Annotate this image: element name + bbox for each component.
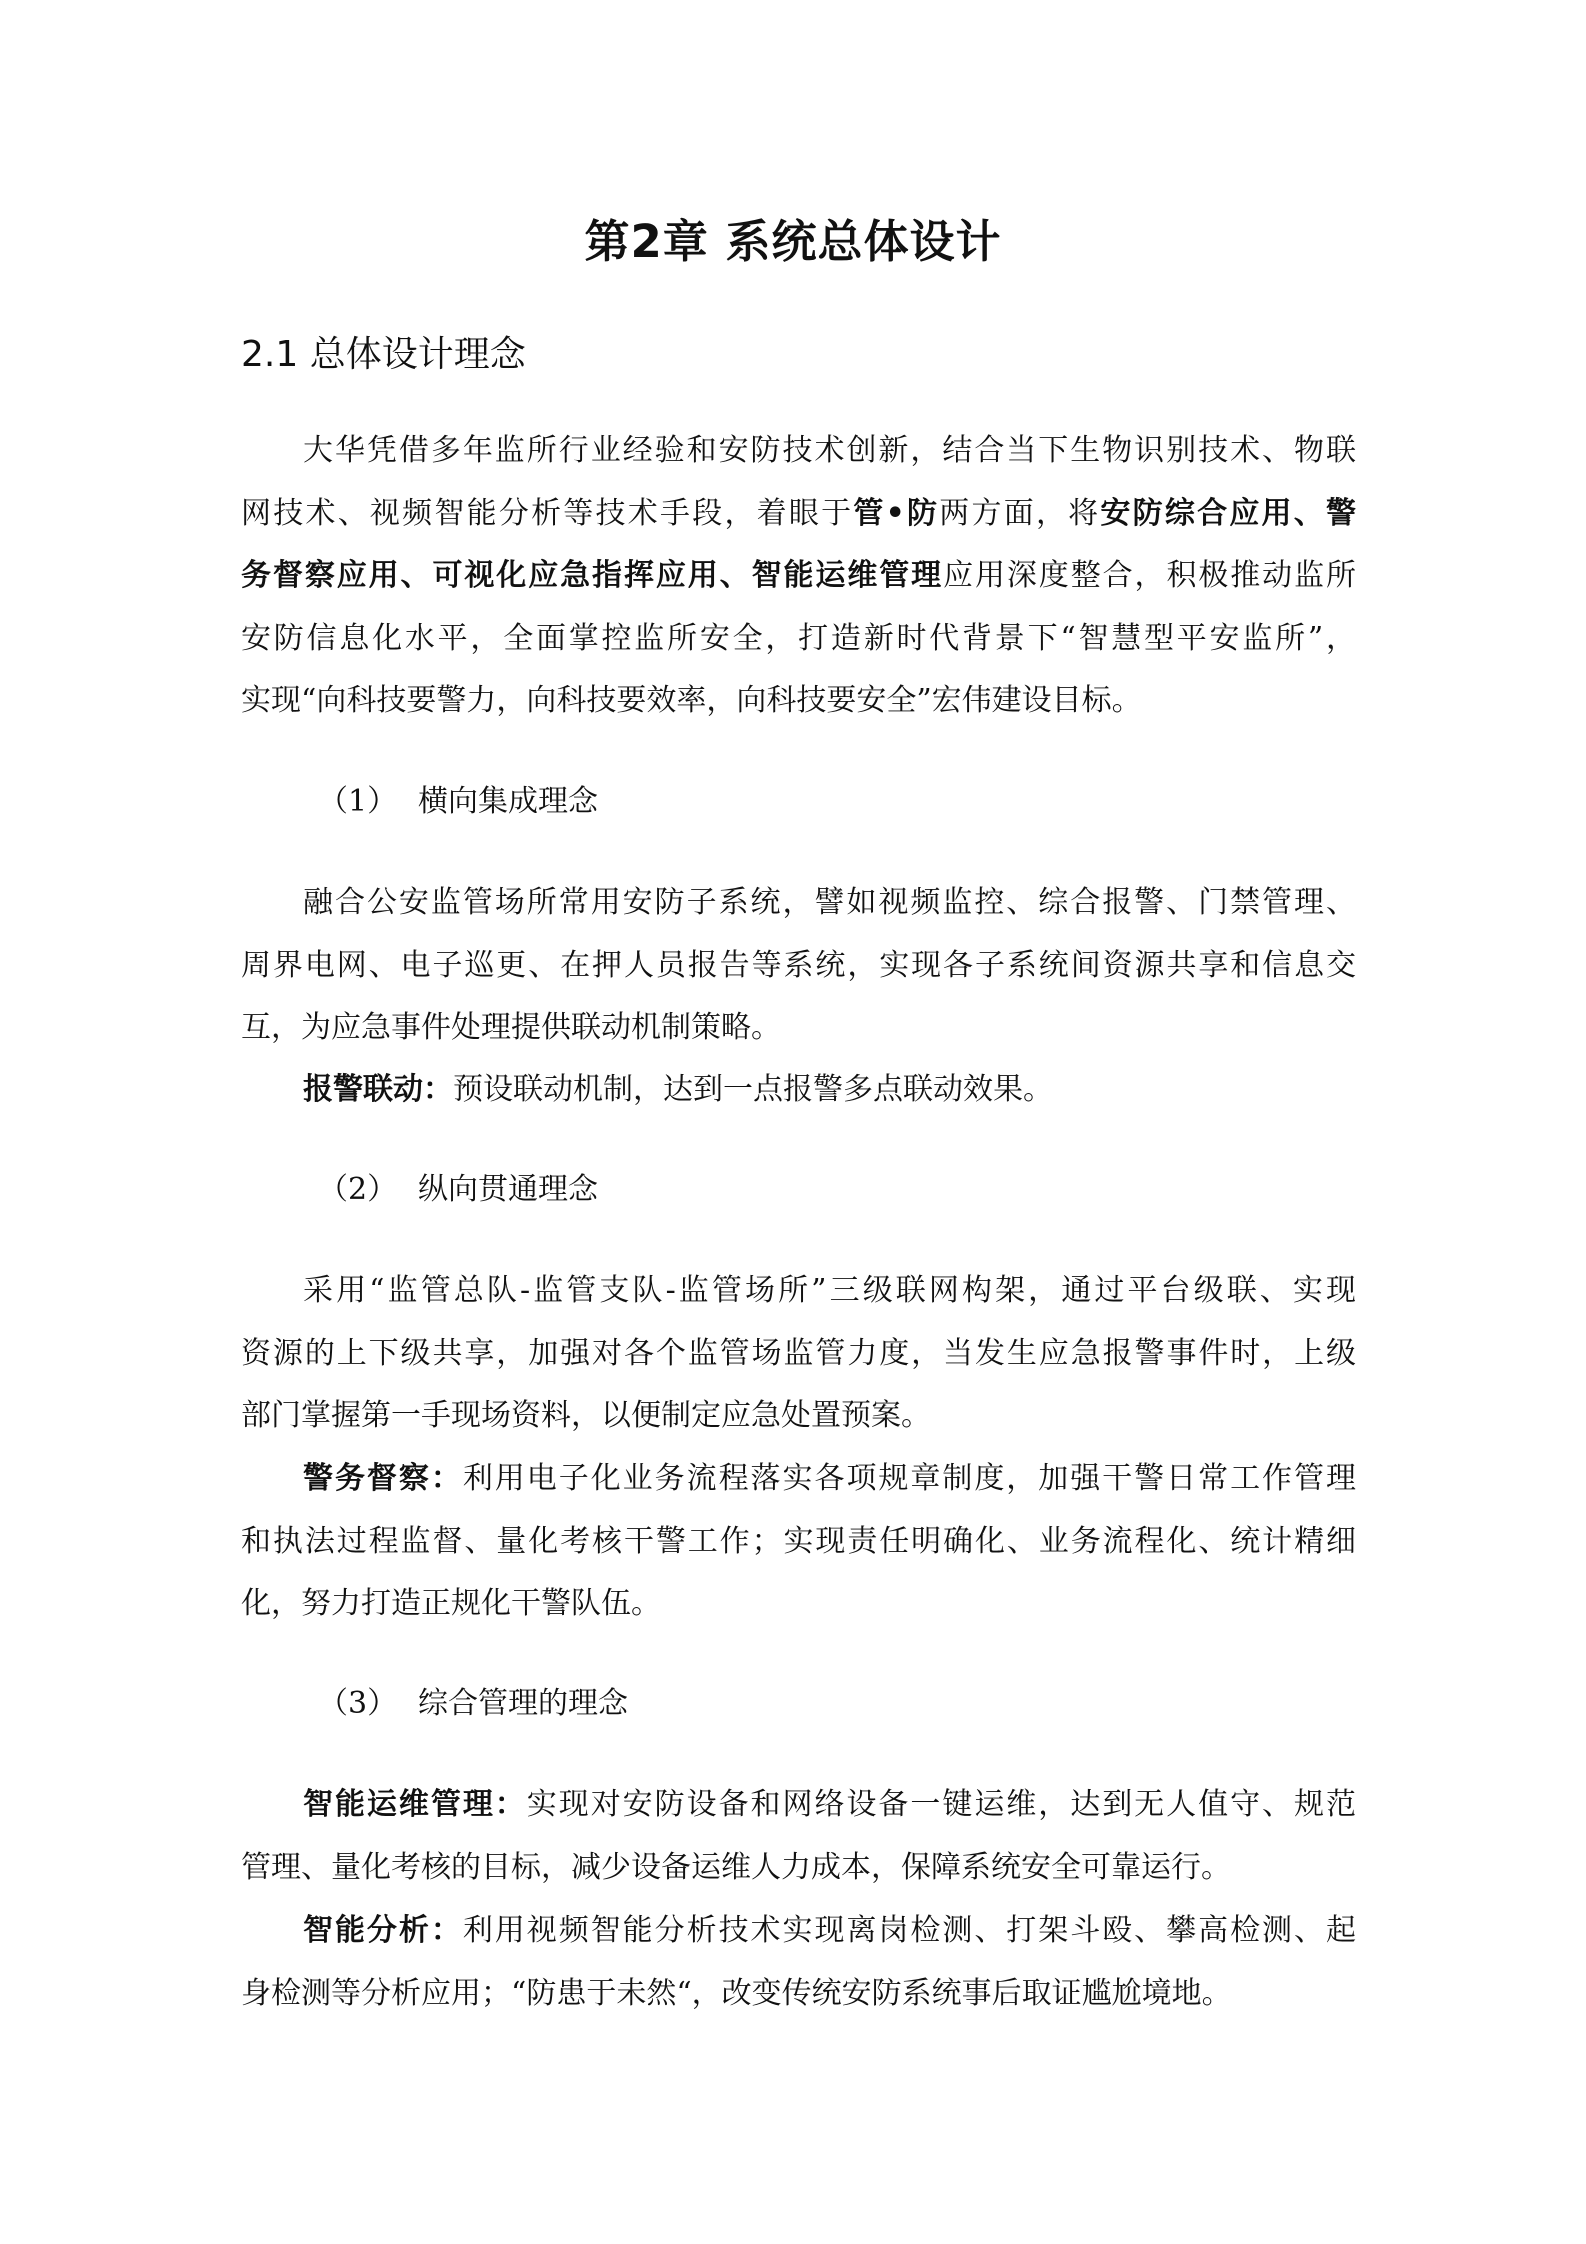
text-line <box>241 1323 1356 1386</box>
item-number: （1） <box>318 784 398 819</box>
item-label: 纵向贯通理念 <box>418 1172 598 1207</box>
bold-text: 警务督察： <box>303 1461 463 1496</box>
paragraph-p-analysis <box>241 1900 1356 2025</box>
text: 利用电子化业务流程落实各项规章制度，加强干警日常工作管理 <box>462 1461 1356 1496</box>
text-line <box>241 483 1356 546</box>
text: 身检测等分析应用；“防患于未然“，改变传统安防系统事后取证尴尬境地。 <box>241 1975 1232 2011</box>
text-line <box>241 545 1356 608</box>
text: 互，为应急事件处理提供联动机制策略。 <box>241 1010 781 1046</box>
text: 管理、量化考核的目标，减少设备运维人力成本，保障系统安全可靠运行。 <box>241 1849 1231 1885</box>
paragraph-p-ops <box>241 1774 1356 1899</box>
item-number: （2） <box>318 1172 398 1207</box>
text: 融合公安监管场所常用安防子系统，譬如视频监控、综合报警、门禁管理、 <box>303 885 1356 920</box>
text-line <box>241 1963 1356 2026</box>
text-line <box>241 1511 1356 1574</box>
paragraph-p-supervision <box>241 1448 1356 1636</box>
text-line <box>241 997 1356 1060</box>
text: 两方面，将 <box>939 495 1101 531</box>
text-line <box>241 1774 1356 1837</box>
text: 大华凭借多年监所行业经验和安防技术创新，结合当下生物识别技术、物联 <box>303 433 1356 468</box>
text: 实现“向科技要警力，向科技要效率，向科技要安全”宏伟建设目标。 <box>241 683 1142 719</box>
text-line <box>241 1900 1356 1963</box>
chapter-title: 第2章 系统总体设计 <box>584 215 1002 268</box>
paragraph-p-horizontal <box>241 872 1356 1060</box>
numbered-subheading <box>318 782 598 822</box>
text: 资源的上下级共享，加强对各个监管场监管力度，当发生应急报警事件时，上级 <box>241 1335 1356 1371</box>
text: 部门掌握第一手现场资料，以便制定应急处置预案。 <box>241 1398 931 1434</box>
text-line <box>241 1837 1356 1900</box>
text-line <box>241 872 1356 935</box>
paragraph-intro <box>241 420 1356 733</box>
text: 网技术、视频智能分析等技术手段，着眼于 <box>241 495 854 531</box>
bold-text: 报警联动： <box>303 1072 453 1107</box>
bold-text: 务督察应用、可视化应急指挥应用、智能运维管理 <box>241 558 944 594</box>
text-line <box>241 935 1356 998</box>
text: 周界电网、电子巡更、在押人员报告等系统，实现各子系统间资源共享和信息交 <box>241 947 1356 983</box>
bold-text: 智能分析： <box>303 1913 463 1948</box>
text: 和执法过程监督、量化考核干警工作；实现责任明确化、业务流程化、统计精细 <box>241 1523 1356 1559</box>
text: 安防信息化水平，全面掌控监所安全，打造新时代背景下“智慧型平安监所”， <box>241 620 1356 656</box>
text-line <box>241 1573 1356 1636</box>
text-line <box>241 1385 1356 1448</box>
text-line <box>241 420 1356 483</box>
paragraph-p-alarm <box>241 1059 1356 1122</box>
text: 利用视频智能分析技术实现离岗检测、打架斗殴、攀高检测、起 <box>462 1913 1356 1948</box>
bold-text: 智能运维管理： <box>303 1787 527 1822</box>
text: 采用“监管总队-监管支队-监管场所”三级联网构架，通过平台级联、实现 <box>303 1273 1356 1308</box>
item-label: 综合管理的理念 <box>418 1686 628 1721</box>
text: 实现对安防设备和网络设备一键运维，达到无人值守、规范 <box>526 1787 1356 1822</box>
text: 应用深度整合，积极推动监所 <box>943 558 1357 594</box>
item-number: （3） <box>318 1686 398 1721</box>
text: 预设联动机制，达到一点报警多点联动效果。 <box>453 1072 1053 1107</box>
paragraph-p-vertical <box>241 1260 1356 1448</box>
text-line <box>241 1059 1356 1122</box>
numbered-subheading <box>318 1684 628 1724</box>
item-label: 横向集成理念 <box>418 784 598 819</box>
text-line <box>241 1260 1356 1323</box>
section-heading: 2.1 总体设计理念 <box>241 334 526 375</box>
text-line <box>241 670 1356 733</box>
bold-text: 管•防 <box>853 495 940 531</box>
numbered-subheading <box>318 1170 598 1210</box>
text-line <box>241 608 1356 671</box>
text: 化，努力打造正规化干警队伍。 <box>241 1586 661 1622</box>
text-line <box>241 1448 1356 1511</box>
bold-text: 安防综合应用、警 <box>1100 495 1357 531</box>
